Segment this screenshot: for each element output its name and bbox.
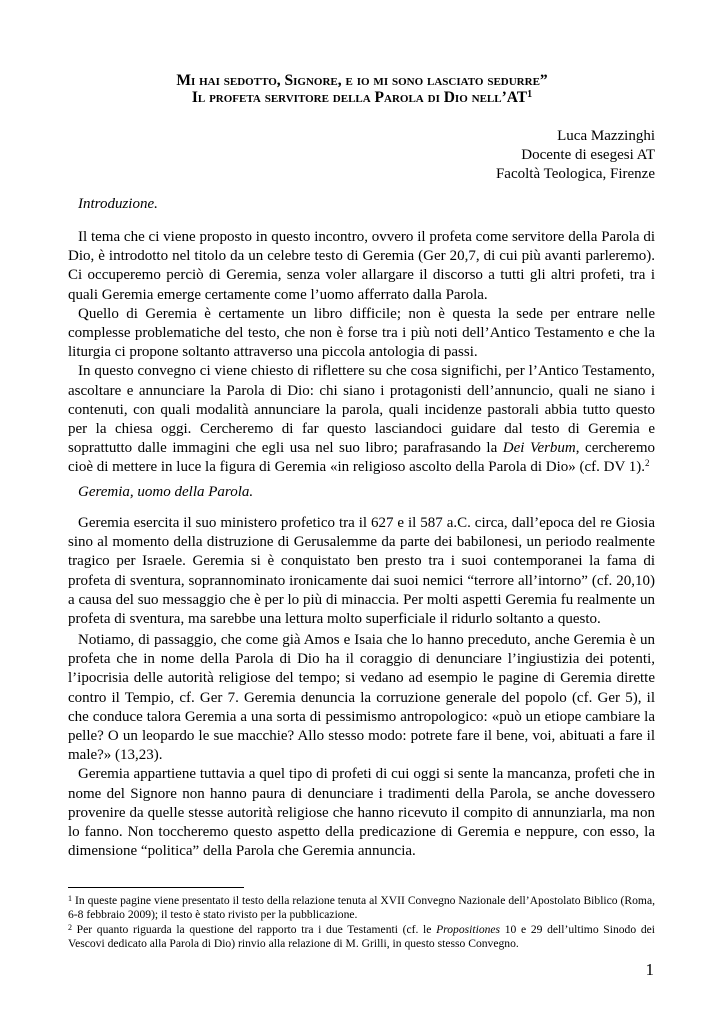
section-body-geremia-1 xyxy=(68,514,655,629)
paragraph: Notiamo, di passaggio, che come già Amos e Isaia che lo hanno preceduto, anche Geremia è un profeta che in nome della Parola di Dio ha il coraggio di denunciare l’ingiustizia dei potenti, l’ipocrisia delle autorità religiose del tempo; si vedano ad esempio le pagine di Geremia dirette contro il Tempio, cf. Ger 7. Geremia denuncia la corruzione generale del popolo (cf. Ger 5), il che conduce talora Geremia a una sorta di pessimismo antropologico: «può un etiope cambiare la pelle? O un leopardo le sue macchie? Allo stesso modo: potrete fare il bene, voi, abituati a fare il male?» (13,23). xyxy=(68,632,655,764)
footnote-1 xyxy=(68,894,655,923)
footnote-ref-2[interactable]: 2 xyxy=(645,458,650,469)
paragraph xyxy=(68,362,655,477)
footnote-text: Per quanto riguarda la questione del rapporto tra i due Testamenti (cf. le xyxy=(76,922,432,936)
paragraph-text: , cercheremo cioè di mettere in luce la figura di Geremia «in religioso ascolto della Parola di Dio» (cf. DV 1). xyxy=(68,440,655,476)
footnote-italic: Propositiones xyxy=(436,922,501,936)
paragraph: Il tema che ci viene proposto in questo incontro, ovvero il profeta come servitore della Parola di Dio, è introdotto nel titolo da un celebre testo di Geremia (Ger 20,7, di cui più avanti parleremo). Ci occuperemo perciò di Geremia, senza voler allargare il discorso a tutti gli altri profeti, tra i quali Geremia emerge certamente come l’uomo afferrato dalla Parola. xyxy=(68,229,655,303)
section-heading-geremia: Geremia, uomo della Parola. xyxy=(78,484,254,500)
author-name: Luca Mazzinghi xyxy=(557,128,655,144)
paragraph: Geremia esercita il suo ministero profetico tra il 627 e il 587 a.C. circa, dall’epoca del re Giosia sino al momento della distruzione di Gerusalemme da parte dei babilonesi, un periodo realmente tragico per Israele. Geremia si è conquistato ben presto tra i suoi contemporanei la fama di profeta di sventura, soprannominato ironicamente dai suoi nemici “terrore all’intorno” (cf. 20,10) a causa del suo messaggio che è per lo più di minaccia. Per molti aspetti Geremia fu realmente un profeta di sventura, ma sarebbe una lettura molto superficiale il ridurlo soltanto a questo. xyxy=(68,515,655,628)
title-line-2-text: Il profeta servitore della Parola di Dio nell’AT xyxy=(191,89,528,106)
section-heading-introduzione: Introduzione. xyxy=(78,196,158,212)
dei-verbum-italic: Dei Verbum xyxy=(502,440,576,457)
footnote-text: 10 e 29 dell’ultimo Sinodo dei Vescovi dedicato alla Parola di Dio) rinvio alla relazione di M. Grilli, in questo stesso Convegno. xyxy=(68,922,655,951)
footnotes xyxy=(68,894,655,952)
author-block xyxy=(496,127,655,184)
title-line-1: Mi hai sedotto, Signore, e io mi sono lasciato sedurre” xyxy=(176,72,548,89)
paragraph: Quello di Geremia è certamente un libro difficile; non è questa la sede per entrare nelle complesse problematiche del testo, che non è forse tra i più noti dell’Antico Testamento e che la liturgia ci propone soltanto attraverso una piccola antologia di passi. xyxy=(68,305,655,361)
footnote-2 xyxy=(68,923,655,952)
footnote-text: In queste pagine viene presentato il testo della relazione tenuta al XVII Convegno Nazionale dell’Apostolato Biblico (Roma, 6-8 febbraio 2009); il testo è stato rivisto per la pubblicazione. xyxy=(68,894,655,922)
page-number: 1 xyxy=(645,960,654,979)
author-institution: Facoltà Teologica, Firenze xyxy=(495,166,655,182)
footnote-num: 1 xyxy=(68,894,72,903)
section-body-geremia-2 xyxy=(68,631,655,861)
footnote-num: 2 xyxy=(68,922,72,932)
section-body-introduzione xyxy=(68,228,655,478)
title-line-2 xyxy=(68,89,656,107)
paragraph-text: In questo convegno ci viene chiesto di riflettere su che cosa significhi, per l’Antico Testamento, ascoltare e annunciare la Parola di Dio: chi siano i protagonisti dell’annuncio, quali ne siano i contenuti, con quali modalità annunciare la parola, quali incidenze pastorali abbia tutto questo per la chiesa oggi. Cercheremo di far questo lasciandoci guidare dal testo di Geremia e soprattutto dalle immagini che egli usa nel suo libro; parafrasando la xyxy=(68,363,655,457)
footnote-separator xyxy=(68,887,244,888)
title-footnote-ref[interactable]: 1 xyxy=(527,89,533,100)
author-role: Docente di esegesi AT xyxy=(521,147,655,163)
paragraph: Geremia appartiene tuttavia a quel tipo di profeti di cui oggi si sente la mancanza, profeti che in nome del Signore non hanno paura di denunciare i tradimenti della Parola, se anche dovessero provenire da quelle stesse autorità religiose che hanno ricevuto il compito di annunziarla, ma non lo fanno. Non toccheremo questo aspetto della predicazione di Geremia e neppure, con esso, la dimensione “politica” della Parola che Geremia annuncia. xyxy=(68,766,655,860)
